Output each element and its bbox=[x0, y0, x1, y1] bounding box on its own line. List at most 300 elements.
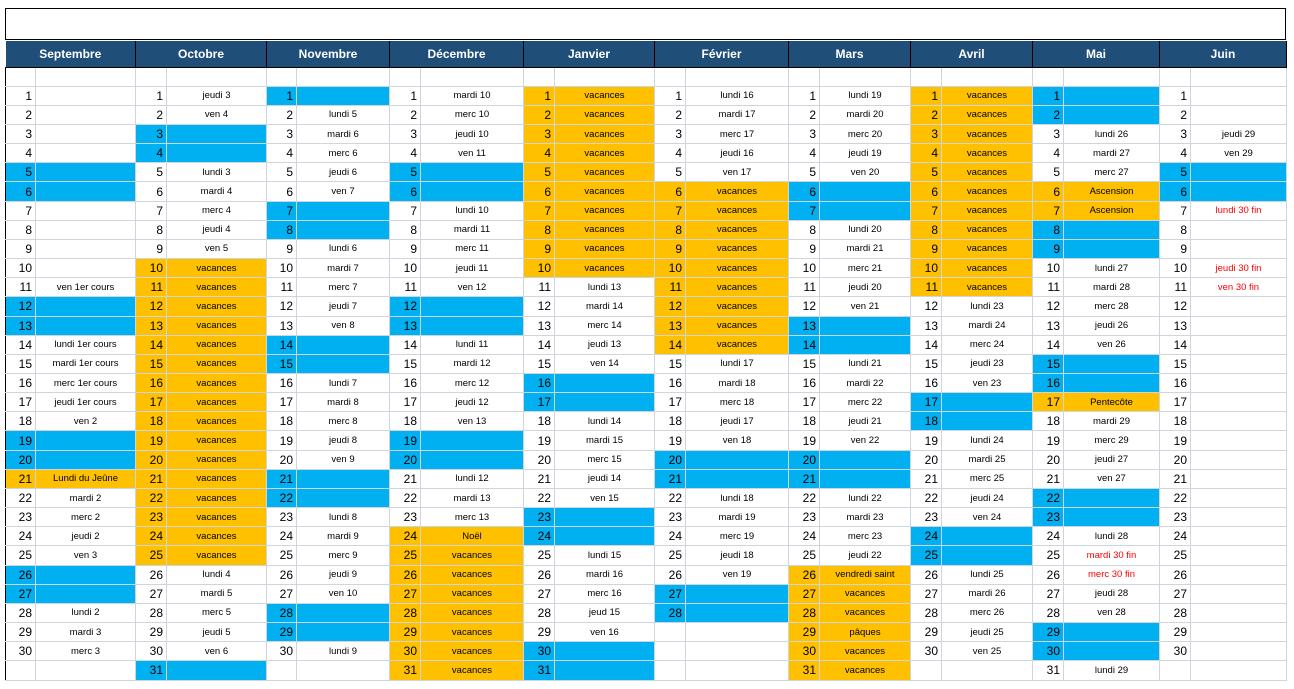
day-number-cell[interactable]: 27 bbox=[1160, 584, 1191, 603]
day-number-cell[interactable]: 15 bbox=[390, 354, 421, 373]
day-label-cell[interactable] bbox=[820, 469, 911, 488]
day-label-cell[interactable] bbox=[1191, 86, 1287, 105]
day-label-cell[interactable]: jeudi 12 bbox=[421, 393, 524, 412]
day-number-cell[interactable]: 23 bbox=[789, 508, 820, 527]
day-label-cell[interactable] bbox=[297, 86, 390, 105]
day-label-cell[interactable]: lundi 5 bbox=[297, 105, 390, 124]
day-label-cell[interactable] bbox=[36, 201, 136, 220]
day-number-cell[interactable]: 2 bbox=[911, 105, 942, 124]
day-number-cell[interactable]: 2 bbox=[267, 105, 297, 124]
day-number-cell[interactable]: 7 bbox=[1160, 201, 1191, 220]
day-label-cell[interactable] bbox=[942, 412, 1033, 431]
day-label-cell[interactable] bbox=[942, 393, 1033, 412]
day-label-cell[interactable]: merc 15 bbox=[555, 450, 655, 469]
day-number-cell[interactable]: 24 bbox=[6, 527, 36, 546]
day-label-cell[interactable]: lundi 25 bbox=[942, 565, 1033, 584]
day-number-cell[interactable]: 11 bbox=[1033, 278, 1064, 297]
day-label-cell[interactable] bbox=[36, 86, 136, 105]
day-label-cell[interactable]: lundi 29 bbox=[1064, 661, 1160, 680]
day-number-cell[interactable]: 5 bbox=[267, 163, 297, 182]
day-number-cell[interactable]: 18 bbox=[1033, 412, 1064, 431]
day-label-cell[interactable]: ven 20 bbox=[820, 163, 911, 182]
day-number-cell[interactable]: 30 bbox=[911, 642, 942, 661]
day-label-cell[interactable]: lundi 21 bbox=[820, 354, 911, 373]
day-label-cell[interactable]: mardi 13 bbox=[421, 488, 524, 507]
day-label-cell[interactable]: mardi 10 bbox=[421, 86, 524, 105]
day-label-cell[interactable]: mardi 22 bbox=[820, 374, 911, 393]
day-number-cell[interactable]: 21 bbox=[524, 469, 555, 488]
day-label-cell[interactable]: mardi 25 bbox=[942, 450, 1033, 469]
day-number-cell[interactable]: 20 bbox=[789, 450, 820, 469]
day-number-cell[interactable]: 6 bbox=[136, 182, 167, 201]
day-number-cell[interactable]: 15 bbox=[267, 354, 297, 373]
day-number-cell[interactable]: 16 bbox=[390, 374, 421, 393]
day-number-cell[interactable]: 20 bbox=[524, 450, 555, 469]
day-label-cell[interactable] bbox=[421, 297, 524, 316]
empty-cell[interactable] bbox=[136, 67, 167, 86]
day-number-cell[interactable]: 4 bbox=[267, 144, 297, 163]
day-label-cell[interactable]: vacances bbox=[686, 239, 789, 258]
day-number-cell[interactable]: 12 bbox=[524, 297, 555, 316]
day-number-cell[interactable]: 19 bbox=[655, 431, 686, 450]
day-label-cell[interactable] bbox=[686, 661, 789, 680]
day-number-cell[interactable]: 17 bbox=[390, 393, 421, 412]
day-number-cell[interactable]: 7 bbox=[789, 201, 820, 220]
day-label-cell[interactable] bbox=[36, 259, 136, 278]
day-number-cell[interactable]: 18 bbox=[524, 412, 555, 431]
day-label-cell[interactable] bbox=[1191, 450, 1287, 469]
day-number-cell[interactable]: 24 bbox=[1160, 527, 1191, 546]
day-label-cell[interactable] bbox=[555, 642, 655, 661]
empty-cell[interactable] bbox=[686, 67, 789, 86]
empty-cell[interactable] bbox=[1033, 67, 1064, 86]
day-number-cell[interactable]: 17 bbox=[136, 393, 167, 412]
day-number-cell[interactable]: 18 bbox=[6, 412, 36, 431]
day-number-cell[interactable]: 14 bbox=[789, 335, 820, 354]
day-number-cell[interactable]: 8 bbox=[911, 220, 942, 239]
day-label-cell[interactable] bbox=[36, 565, 136, 584]
day-label-cell[interactable]: lundi 26 bbox=[1064, 124, 1160, 143]
day-label-cell[interactable]: jeudi 14 bbox=[555, 469, 655, 488]
day-number-cell[interactable]: 9 bbox=[1033, 239, 1064, 258]
day-number-cell[interactable]: 12 bbox=[136, 297, 167, 316]
day-label-cell[interactable] bbox=[36, 450, 136, 469]
day-label-cell[interactable]: ven 19 bbox=[686, 565, 789, 584]
day-number-cell[interactable]: 25 bbox=[390, 546, 421, 565]
day-label-cell[interactable]: jeudi 6 bbox=[297, 163, 390, 182]
day-label-cell[interactable] bbox=[1191, 488, 1287, 507]
day-label-cell[interactable]: mardi 27 bbox=[1064, 144, 1160, 163]
day-number-cell[interactable]: 7 bbox=[655, 201, 686, 220]
empty-cell[interactable] bbox=[655, 67, 686, 86]
day-number-cell[interactable]: 11 bbox=[1160, 278, 1191, 297]
day-label-cell[interactable]: vacances bbox=[686, 182, 789, 201]
day-number-cell[interactable]: 11 bbox=[655, 278, 686, 297]
day-number-cell[interactable]: 2 bbox=[655, 105, 686, 124]
day-label-cell[interactable]: lundi 8 bbox=[297, 508, 390, 527]
day-number-cell[interactable]: 9 bbox=[655, 239, 686, 258]
day-number-cell[interactable]: 24 bbox=[1033, 527, 1064, 546]
day-number-cell[interactable]: 21 bbox=[1160, 469, 1191, 488]
day-label-cell[interactable] bbox=[1191, 431, 1287, 450]
day-number-cell[interactable]: 5 bbox=[524, 163, 555, 182]
day-number-cell[interactable]: 19 bbox=[1160, 431, 1191, 450]
day-number-cell[interactable]: 27 bbox=[911, 584, 942, 603]
day-label-cell[interactable]: vacances bbox=[555, 201, 655, 220]
day-number-cell[interactable]: 9 bbox=[1160, 239, 1191, 258]
day-label-cell[interactable]: Ascension bbox=[1064, 201, 1160, 220]
day-label-cell[interactable]: lundi 2 bbox=[36, 603, 136, 622]
day-number-cell[interactable]: 18 bbox=[136, 412, 167, 431]
day-label-cell[interactable]: mardi 21 bbox=[820, 239, 911, 258]
day-label-cell[interactable]: jeudi 18 bbox=[686, 546, 789, 565]
day-label-cell[interactable]: lundi 7 bbox=[297, 374, 390, 393]
day-number-cell[interactable]: 20 bbox=[911, 450, 942, 469]
empty-cell[interactable] bbox=[911, 67, 942, 86]
day-label-cell[interactable]: lundi 3 bbox=[167, 163, 267, 182]
day-number-cell[interactable]: 25 bbox=[267, 546, 297, 565]
empty-cell[interactable] bbox=[1064, 67, 1160, 86]
day-number-cell[interactable]: 18 bbox=[390, 412, 421, 431]
day-label-cell[interactable] bbox=[36, 584, 136, 603]
day-number-cell[interactable]: 8 bbox=[789, 220, 820, 239]
day-label-cell[interactable]: ven 2 bbox=[36, 412, 136, 431]
day-number-cell[interactable]: 3 bbox=[655, 124, 686, 143]
day-label-cell[interactable]: mardi 20 bbox=[820, 105, 911, 124]
day-number-cell[interactable]: 30 bbox=[267, 642, 297, 661]
day-label-cell[interactable]: jeudi 30 fin bbox=[1191, 259, 1287, 278]
day-label-cell[interactable]: mardi 5 bbox=[167, 584, 267, 603]
day-number-cell[interactable]: 8 bbox=[1033, 220, 1064, 239]
day-label-cell[interactable]: mardi 29 bbox=[1064, 412, 1160, 431]
day-number-cell[interactable]: 16 bbox=[136, 374, 167, 393]
day-label-cell[interactable]: merc 3 bbox=[36, 642, 136, 661]
day-label-cell[interactable]: mardi 30 fin bbox=[1064, 546, 1160, 565]
day-number-cell[interactable]: 19 bbox=[6, 431, 36, 450]
day-number-cell[interactable]: 25 bbox=[789, 546, 820, 565]
day-label-cell[interactable]: lundi 28 bbox=[1064, 527, 1160, 546]
day-label-cell[interactable]: lundi 13 bbox=[555, 278, 655, 297]
day-number-cell[interactable]: 14 bbox=[136, 335, 167, 354]
day-number-cell[interactable]: 3 bbox=[267, 124, 297, 143]
day-label-cell[interactable]: lundi 10 bbox=[421, 201, 524, 220]
day-number-cell[interactable]: 6 bbox=[6, 182, 36, 201]
day-number-cell[interactable]: 2 bbox=[1160, 105, 1191, 124]
day-label-cell[interactable]: lundi 19 bbox=[820, 86, 911, 105]
day-number-cell[interactable]: 10 bbox=[1160, 259, 1191, 278]
day-number-cell[interactable]: 18 bbox=[789, 412, 820, 431]
day-label-cell[interactable]: merc 18 bbox=[686, 393, 789, 412]
day-number-cell[interactable]: 2 bbox=[390, 105, 421, 124]
day-number-cell[interactable]: 29 bbox=[1033, 623, 1064, 642]
day-label-cell[interactable] bbox=[36, 220, 136, 239]
day-label-cell[interactable]: mardi 24 bbox=[942, 316, 1033, 335]
day-number-cell[interactable]: 13 bbox=[1033, 316, 1064, 335]
day-label-cell[interactable] bbox=[36, 239, 136, 258]
day-label-cell[interactable]: vacances bbox=[167, 469, 267, 488]
day-label-cell[interactable]: ven 6 bbox=[167, 642, 267, 661]
day-number-cell[interactable]: 24 bbox=[524, 527, 555, 546]
day-number-cell[interactable]: 4 bbox=[655, 144, 686, 163]
day-label-cell[interactable] bbox=[297, 488, 390, 507]
day-label-cell[interactable] bbox=[297, 623, 390, 642]
day-label-cell[interactable] bbox=[297, 469, 390, 488]
day-label-cell[interactable] bbox=[36, 182, 136, 201]
day-number-cell[interactable]: 14 bbox=[267, 335, 297, 354]
day-number-cell[interactable]: 9 bbox=[136, 239, 167, 258]
day-label-cell[interactable]: vacances bbox=[686, 278, 789, 297]
day-label-cell[interactable]: ven 13 bbox=[421, 412, 524, 431]
day-number-cell[interactable]: 6 bbox=[1033, 182, 1064, 201]
day-label-cell[interactable]: ven 24 bbox=[942, 508, 1033, 527]
day-label-cell[interactable]: jeudi 28 bbox=[1064, 584, 1160, 603]
day-number-cell[interactable]: 2 bbox=[1033, 105, 1064, 124]
day-label-cell[interactable]: mardi 4 bbox=[167, 182, 267, 201]
day-number-cell[interactable]: 9 bbox=[267, 239, 297, 258]
day-label-cell[interactable]: ven 17 bbox=[686, 163, 789, 182]
day-number-cell[interactable]: 23 bbox=[1033, 508, 1064, 527]
day-label-cell[interactable]: mardi 11 bbox=[421, 220, 524, 239]
day-number-cell[interactable]: 31 bbox=[136, 661, 167, 680]
day-label-cell[interactable]: ven 16 bbox=[555, 623, 655, 642]
day-number-cell[interactable]: 27 bbox=[1033, 584, 1064, 603]
day-label-cell[interactable]: vacances bbox=[555, 182, 655, 201]
day-number-cell[interactable]: 28 bbox=[136, 603, 167, 622]
day-label-cell[interactable]: vacances bbox=[421, 546, 524, 565]
day-label-cell[interactable]: merc 17 bbox=[686, 124, 789, 143]
day-number-cell[interactable]: 26 bbox=[136, 565, 167, 584]
day-label-cell[interactable]: vacances bbox=[167, 335, 267, 354]
day-label-cell[interactable] bbox=[1191, 623, 1287, 642]
day-label-cell[interactable] bbox=[1191, 374, 1287, 393]
day-number-cell[interactable]: 16 bbox=[267, 374, 297, 393]
day-label-cell[interactable]: merc 10 bbox=[421, 105, 524, 124]
day-number-cell[interactable]: 24 bbox=[390, 527, 421, 546]
day-number-cell[interactable]: 24 bbox=[911, 527, 942, 546]
day-number-cell[interactable]: 16 bbox=[1033, 374, 1064, 393]
day-label-cell[interactable]: lundi 9 bbox=[297, 642, 390, 661]
day-number-cell[interactable]: 27 bbox=[267, 584, 297, 603]
day-label-cell[interactable]: merc 7 bbox=[297, 278, 390, 297]
day-label-cell[interactable] bbox=[942, 527, 1033, 546]
day-label-cell[interactable]: ven 11 bbox=[421, 144, 524, 163]
day-number-cell[interactable]: 6 bbox=[524, 182, 555, 201]
day-number-cell[interactable]: 27 bbox=[6, 584, 36, 603]
day-number-cell[interactable]: 26 bbox=[1033, 565, 1064, 584]
day-number-cell[interactable]: 15 bbox=[136, 354, 167, 373]
day-label-cell[interactable] bbox=[297, 661, 390, 680]
day-number-cell[interactable]: 23 bbox=[1160, 508, 1191, 527]
day-label-cell[interactable]: lundi 18 bbox=[686, 488, 789, 507]
day-number-cell[interactable]: 22 bbox=[6, 488, 36, 507]
day-number-cell[interactable]: 23 bbox=[524, 508, 555, 527]
day-label-cell[interactable]: vacances bbox=[421, 642, 524, 661]
day-label-cell[interactable] bbox=[36, 163, 136, 182]
day-number-cell[interactable]: 3 bbox=[524, 124, 555, 143]
day-label-cell[interactable] bbox=[297, 603, 390, 622]
day-number-cell[interactable]: 3 bbox=[1033, 124, 1064, 143]
day-number-cell[interactable]: 9 bbox=[6, 239, 36, 258]
day-number-cell[interactable]: 16 bbox=[524, 374, 555, 393]
day-number-cell[interactable]: 21 bbox=[789, 469, 820, 488]
day-label-cell[interactable] bbox=[820, 335, 911, 354]
day-number-cell[interactable]: 11 bbox=[789, 278, 820, 297]
day-label-cell[interactable] bbox=[297, 335, 390, 354]
day-number-cell[interactable]: 24 bbox=[267, 527, 297, 546]
day-label-cell[interactable]: vacances bbox=[555, 144, 655, 163]
day-number-cell[interactable]: 21 bbox=[267, 469, 297, 488]
empty-cell[interactable] bbox=[524, 67, 555, 86]
day-number-cell[interactable]: 31 bbox=[524, 661, 555, 680]
day-number-cell[interactable]: 18 bbox=[655, 412, 686, 431]
day-label-cell[interactable]: ven 15 bbox=[555, 488, 655, 507]
day-label-cell[interactable]: vacances bbox=[686, 335, 789, 354]
day-number-cell[interactable]: 10 bbox=[136, 259, 167, 278]
day-label-cell[interactable]: lundi 22 bbox=[820, 488, 911, 507]
day-label-cell[interactable]: ven 1er cours bbox=[36, 278, 136, 297]
day-label-cell[interactable]: vacances bbox=[167, 527, 267, 546]
day-label-cell[interactable]: merc 24 bbox=[942, 335, 1033, 354]
day-label-cell[interactable]: vacances bbox=[167, 488, 267, 507]
day-number-cell[interactable]: 5 bbox=[789, 163, 820, 182]
day-number-cell[interactable]: 2 bbox=[524, 105, 555, 124]
day-label-cell[interactable]: mardi 7 bbox=[297, 259, 390, 278]
day-label-cell[interactable]: ven 5 bbox=[167, 239, 267, 258]
day-number-cell[interactable]: 23 bbox=[655, 508, 686, 527]
day-label-cell[interactable]: ven 21 bbox=[820, 297, 911, 316]
day-label-cell[interactable] bbox=[686, 450, 789, 469]
day-label-cell[interactable]: lundi 23 bbox=[942, 297, 1033, 316]
day-number-cell[interactable]: 1 bbox=[789, 86, 820, 105]
day-number-cell[interactable]: 9 bbox=[911, 239, 942, 258]
day-label-cell[interactable]: vacances bbox=[421, 661, 524, 680]
empty-cell[interactable] bbox=[820, 67, 911, 86]
day-number-cell[interactable]: 11 bbox=[911, 278, 942, 297]
day-label-cell[interactable]: jeudi 2 bbox=[36, 527, 136, 546]
day-label-cell[interactable]: vacances bbox=[167, 374, 267, 393]
empty-cell[interactable] bbox=[789, 67, 820, 86]
day-number-cell[interactable]: 2 bbox=[136, 105, 167, 124]
day-number-cell[interactable]: 7 bbox=[267, 201, 297, 220]
day-label-cell[interactable]: jeudi 9 bbox=[297, 565, 390, 584]
day-label-cell[interactable] bbox=[36, 661, 136, 680]
day-label-cell[interactable] bbox=[686, 469, 789, 488]
day-number-cell[interactable]: 4 bbox=[6, 144, 36, 163]
day-label-cell[interactable] bbox=[1191, 105, 1287, 124]
day-number-cell[interactable]: 27 bbox=[390, 584, 421, 603]
day-label-cell[interactable] bbox=[820, 450, 911, 469]
day-number-cell[interactable]: 3 bbox=[390, 124, 421, 143]
day-label-cell[interactable]: jeudi 29 bbox=[1191, 124, 1287, 143]
day-number-cell[interactable]: 22 bbox=[1160, 488, 1191, 507]
day-number-cell[interactable]: 5 bbox=[6, 163, 36, 182]
day-label-cell[interactable]: lundi 17 bbox=[686, 354, 789, 373]
day-label-cell[interactable]: jeudi 5 bbox=[167, 623, 267, 642]
day-label-cell[interactable] bbox=[555, 374, 655, 393]
day-number-cell[interactable]: 4 bbox=[789, 144, 820, 163]
day-label-cell[interactable]: vacances bbox=[167, 508, 267, 527]
day-label-cell[interactable]: ven 18 bbox=[686, 431, 789, 450]
day-number-cell[interactable]: 29 bbox=[911, 623, 942, 642]
day-label-cell[interactable]: vacances bbox=[942, 239, 1033, 258]
day-number-cell[interactable]: 24 bbox=[136, 527, 167, 546]
day-label-cell[interactable]: jeudi 17 bbox=[686, 412, 789, 431]
day-label-cell[interactable]: lundi 1er cours bbox=[36, 335, 136, 354]
day-number-cell[interactable]: 15 bbox=[6, 354, 36, 373]
day-number-cell[interactable]: 21 bbox=[390, 469, 421, 488]
day-label-cell[interactable]: vacances bbox=[167, 412, 267, 431]
day-label-cell[interactable]: vacances bbox=[167, 316, 267, 335]
day-label-cell[interactable] bbox=[686, 603, 789, 622]
day-number-cell[interactable]: 26 bbox=[911, 565, 942, 584]
day-label-cell[interactable]: jeudi 13 bbox=[555, 335, 655, 354]
day-number-cell[interactable]: 22 bbox=[655, 488, 686, 507]
day-number-cell[interactable]: 11 bbox=[267, 278, 297, 297]
day-label-cell[interactable]: jeud 15 bbox=[555, 603, 655, 622]
day-label-cell[interactable]: vendredi saint bbox=[820, 565, 911, 584]
day-label-cell[interactable]: vacances bbox=[820, 584, 911, 603]
day-label-cell[interactable]: merc 23 bbox=[820, 527, 911, 546]
day-label-cell[interactable] bbox=[820, 182, 911, 201]
day-label-cell[interactable]: vacances bbox=[167, 354, 267, 373]
day-label-cell[interactable] bbox=[942, 546, 1033, 565]
day-label-cell[interactable]: mardi 19 bbox=[686, 508, 789, 527]
day-number-cell[interactable]: 1 bbox=[655, 86, 686, 105]
day-number-cell[interactable]: 21 bbox=[136, 469, 167, 488]
day-number-cell[interactable]: 14 bbox=[1160, 335, 1191, 354]
day-label-cell[interactable]: ven 22 bbox=[820, 431, 911, 450]
day-label-cell[interactable] bbox=[297, 354, 390, 373]
day-number-cell[interactable] bbox=[911, 661, 942, 680]
day-number-cell[interactable]: 23 bbox=[911, 508, 942, 527]
day-number-cell[interactable]: 13 bbox=[789, 316, 820, 335]
day-label-cell[interactable]: merc 16 bbox=[555, 584, 655, 603]
day-label-cell[interactable]: vacances bbox=[421, 603, 524, 622]
day-number-cell[interactable]: 19 bbox=[1033, 431, 1064, 450]
day-number-cell[interactable]: 17 bbox=[1033, 393, 1064, 412]
empty-cell[interactable] bbox=[297, 67, 390, 86]
day-number-cell[interactable]: 22 bbox=[911, 488, 942, 507]
day-number-cell[interactable]: 12 bbox=[1160, 297, 1191, 316]
day-label-cell[interactable] bbox=[1191, 220, 1287, 239]
day-number-cell[interactable]: 22 bbox=[1033, 488, 1064, 507]
day-number-cell[interactable]: 7 bbox=[524, 201, 555, 220]
day-label-cell[interactable] bbox=[1191, 354, 1287, 373]
day-number-cell[interactable]: 10 bbox=[911, 259, 942, 278]
day-label-cell[interactable]: mardi 6 bbox=[297, 124, 390, 143]
day-label-cell[interactable]: jeudi 20 bbox=[820, 278, 911, 297]
day-label-cell[interactable] bbox=[36, 431, 136, 450]
day-label-cell[interactable]: mardi 16 bbox=[555, 565, 655, 584]
day-label-cell[interactable] bbox=[686, 642, 789, 661]
day-label-cell[interactable] bbox=[1191, 584, 1287, 603]
day-label-cell[interactable]: merc 25 bbox=[942, 469, 1033, 488]
day-label-cell[interactable]: vacances bbox=[167, 431, 267, 450]
day-label-cell[interactable]: lundi 11 bbox=[421, 335, 524, 354]
day-number-cell[interactable]: 14 bbox=[6, 335, 36, 354]
day-number-cell[interactable]: 12 bbox=[789, 297, 820, 316]
day-number-cell[interactable]: 1 bbox=[6, 86, 36, 105]
day-number-cell[interactable]: 8 bbox=[524, 220, 555, 239]
day-number-cell[interactable]: 3 bbox=[789, 124, 820, 143]
day-number-cell[interactable]: 8 bbox=[136, 220, 167, 239]
day-number-cell[interactable]: 29 bbox=[267, 623, 297, 642]
day-number-cell[interactable]: 29 bbox=[390, 623, 421, 642]
day-label-cell[interactable] bbox=[1191, 393, 1287, 412]
day-number-cell[interactable] bbox=[655, 661, 686, 680]
day-label-cell[interactable]: vacances bbox=[167, 546, 267, 565]
day-label-cell[interactable]: jeudi 24 bbox=[942, 488, 1033, 507]
